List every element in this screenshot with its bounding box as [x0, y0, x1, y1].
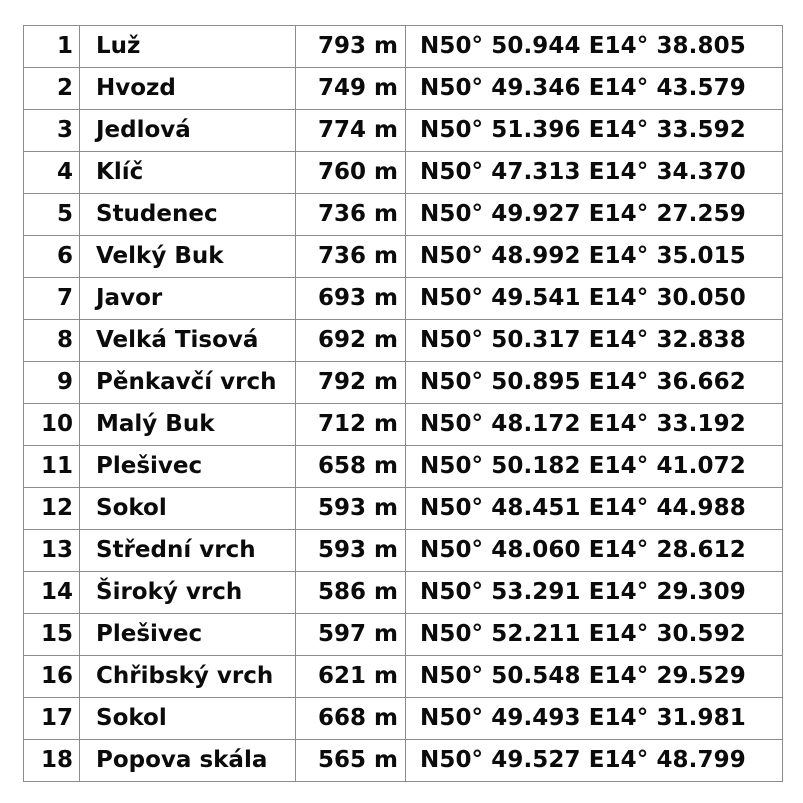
- peak-elevation: 749 m: [296, 68, 406, 110]
- peak-elevation: 565 m: [296, 740, 406, 782]
- table-row: [24, 362, 783, 404]
- row-number: 16: [24, 656, 80, 698]
- peak-elevation: 658 m: [296, 446, 406, 488]
- peak-elevation: 597 m: [296, 614, 406, 656]
- table-row: [24, 740, 783, 782]
- peak-coordinates: N50° 50.944 E14° 38.805: [406, 26, 783, 68]
- peak-name: Střední vrch: [80, 530, 296, 572]
- peak-name: Široký vrch: [80, 572, 296, 614]
- peak-name: Studenec: [80, 194, 296, 236]
- peak-coordinates: N50° 48.172 E14° 33.192: [406, 404, 783, 446]
- peaks-table: [23, 25, 783, 782]
- peak-name: Velká Tisová: [80, 320, 296, 362]
- peak-name: Pěnkavčí vrch: [80, 362, 296, 404]
- peak-elevation: 712 m: [296, 404, 406, 446]
- peak-elevation: 736 m: [296, 236, 406, 278]
- peak-coordinates: N50° 48.992 E14° 35.015: [406, 236, 783, 278]
- table-row: [24, 26, 783, 68]
- table-row: [24, 278, 783, 320]
- table-row: [24, 698, 783, 740]
- peak-coordinates: N50° 49.346 E14° 43.579: [406, 68, 783, 110]
- row-number: 11: [24, 446, 80, 488]
- peak-elevation: 736 m: [296, 194, 406, 236]
- peak-elevation: 593 m: [296, 530, 406, 572]
- peak-elevation: 621 m: [296, 656, 406, 698]
- table-row: [24, 614, 783, 656]
- table-row: [24, 68, 783, 110]
- peak-name: Luž: [80, 26, 296, 68]
- table-row: [24, 488, 783, 530]
- row-number: 6: [24, 236, 80, 278]
- row-number: 8: [24, 320, 80, 362]
- peak-name: Velký Buk: [80, 236, 296, 278]
- peak-coordinates: N50° 52.211 E14° 30.592: [406, 614, 783, 656]
- peaks-table-body: [24, 26, 783, 782]
- peak-name: Sokol: [80, 698, 296, 740]
- peaks-table-container: [23, 25, 783, 782]
- peak-coordinates: N50° 49.527 E14° 48.799: [406, 740, 783, 782]
- table-row: [24, 320, 783, 362]
- table-row: [24, 110, 783, 152]
- peak-coordinates: N50° 53.291 E14° 29.309: [406, 572, 783, 614]
- table-row: [24, 236, 783, 278]
- row-number: 13: [24, 530, 80, 572]
- row-number: 5: [24, 194, 80, 236]
- row-number: 3: [24, 110, 80, 152]
- table-row: [24, 446, 783, 488]
- row-number: 2: [24, 68, 80, 110]
- table-row: [24, 404, 783, 446]
- peak-name: Hvozd: [80, 68, 296, 110]
- peak-name: Chřibský vrch: [80, 656, 296, 698]
- peak-coordinates: N50° 48.060 E14° 28.612: [406, 530, 783, 572]
- table-row: [24, 656, 783, 698]
- peak-elevation: 586 m: [296, 572, 406, 614]
- peak-elevation: 693 m: [296, 278, 406, 320]
- peak-coordinates: N50° 49.541 E14° 30.050: [406, 278, 783, 320]
- peak-elevation: 668 m: [296, 698, 406, 740]
- peak-coordinates: N50° 49.493 E14° 31.981: [406, 698, 783, 740]
- peak-elevation: 692 m: [296, 320, 406, 362]
- peak-name: Jedlová: [80, 110, 296, 152]
- peak-coordinates: N50° 48.451 E14° 44.988: [406, 488, 783, 530]
- row-number: 12: [24, 488, 80, 530]
- table-row: [24, 572, 783, 614]
- peak-coordinates: N50° 50.182 E14° 41.072: [406, 446, 783, 488]
- table-row: [24, 152, 783, 194]
- peak-elevation: 593 m: [296, 488, 406, 530]
- peak-coordinates: N50° 51.396 E14° 33.592: [406, 110, 783, 152]
- row-number: 17: [24, 698, 80, 740]
- row-number: 4: [24, 152, 80, 194]
- peak-coordinates: N50° 49.927 E14° 27.259: [406, 194, 783, 236]
- table-row: [24, 194, 783, 236]
- peak-coordinates: N50° 50.317 E14° 32.838: [406, 320, 783, 362]
- peak-name: Popova skála: [80, 740, 296, 782]
- peak-elevation: 792 m: [296, 362, 406, 404]
- peak-name: Javor: [80, 278, 296, 320]
- row-number: 14: [24, 572, 80, 614]
- peak-name: Sokol: [80, 488, 296, 530]
- peak-name: Klíč: [80, 152, 296, 194]
- table-row: [24, 530, 783, 572]
- peak-coordinates: N50° 50.895 E14° 36.662: [406, 362, 783, 404]
- peak-elevation: 760 m: [296, 152, 406, 194]
- row-number: 1: [24, 26, 80, 68]
- peak-coordinates: N50° 47.313 E14° 34.370: [406, 152, 783, 194]
- row-number: 18: [24, 740, 80, 782]
- row-number: 7: [24, 278, 80, 320]
- peak-coordinates: N50° 50.548 E14° 29.529: [406, 656, 783, 698]
- peak-name: Plešivec: [80, 446, 296, 488]
- peak-elevation: 793 m: [296, 26, 406, 68]
- row-number: 10: [24, 404, 80, 446]
- row-number: 15: [24, 614, 80, 656]
- row-number: 9: [24, 362, 80, 404]
- peak-name: Malý Buk: [80, 404, 296, 446]
- peak-elevation: 774 m: [296, 110, 406, 152]
- peak-name: Plešivec: [80, 614, 296, 656]
